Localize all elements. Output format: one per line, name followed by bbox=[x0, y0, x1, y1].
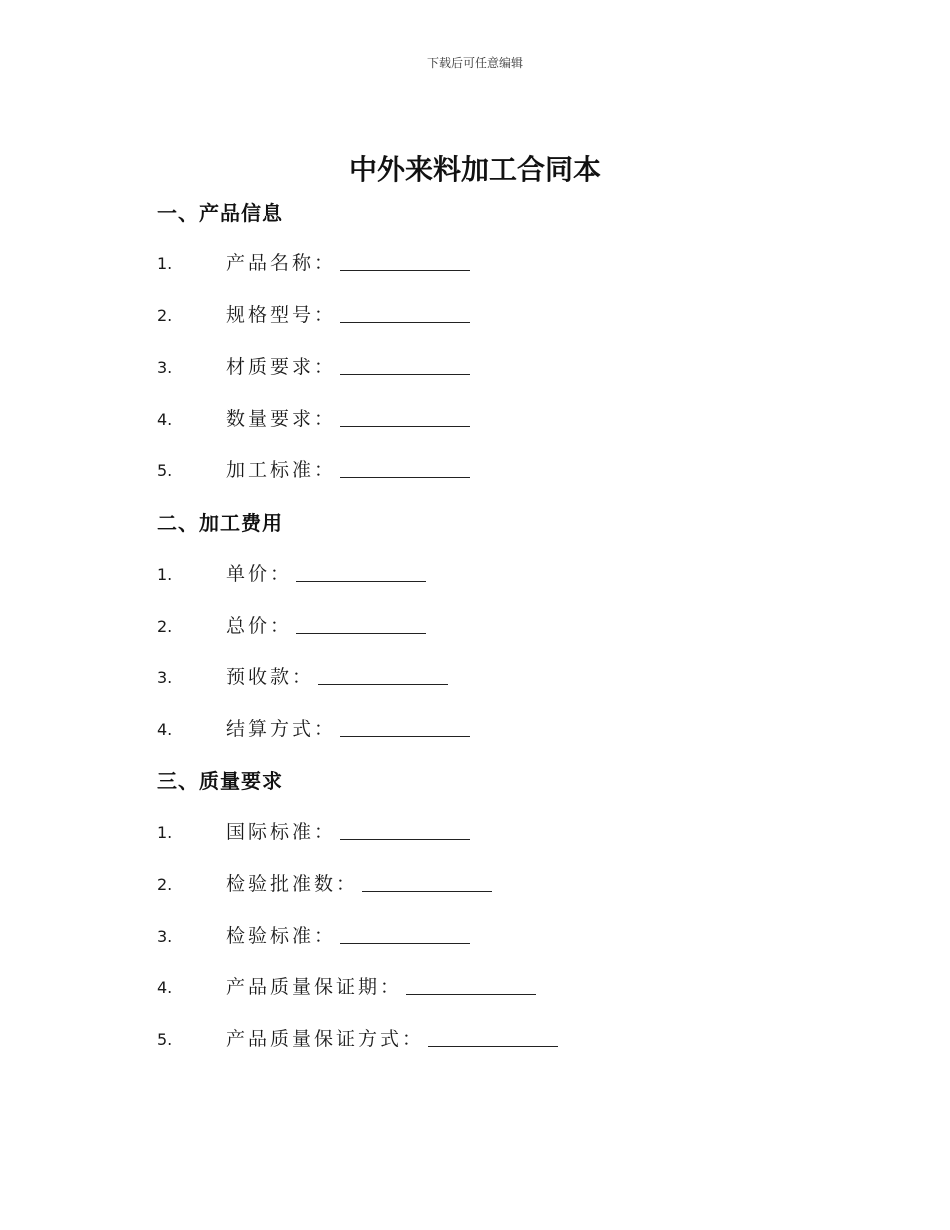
item-number: 4. bbox=[157, 720, 173, 739]
field-label: 规格型号： bbox=[226, 304, 337, 326]
field-label: 加工标准： bbox=[226, 459, 337, 481]
field-quantity-requirement bbox=[157, 405, 470, 431]
item-number: 2. bbox=[157, 875, 173, 894]
fill-in-blank[interactable] bbox=[296, 615, 426, 634]
field-label: 产品质量保证方式： bbox=[226, 1028, 425, 1050]
item-number: 2. bbox=[157, 306, 173, 325]
fill-in-blank[interactable] bbox=[340, 718, 470, 737]
fill-in-blank[interactable] bbox=[318, 666, 448, 685]
fill-in-blank[interactable] bbox=[428, 1028, 558, 1047]
fill-in-blank[interactable] bbox=[340, 459, 470, 478]
field-inspection-approval-count bbox=[157, 870, 492, 896]
field-quality-warranty-period bbox=[157, 973, 536, 999]
field-inspection-standard bbox=[157, 922, 470, 948]
field-label: 材质要求： bbox=[226, 356, 337, 378]
item-number: 3. bbox=[157, 927, 173, 946]
item-number: 1. bbox=[157, 823, 173, 842]
fill-in-blank[interactable] bbox=[340, 304, 470, 323]
fill-in-blank[interactable] bbox=[340, 356, 470, 375]
field-label: 单价： bbox=[226, 563, 293, 585]
field-total-price bbox=[157, 612, 426, 638]
field-material-requirement bbox=[157, 353, 470, 379]
fill-in-blank[interactable] bbox=[362, 873, 492, 892]
item-number: 4. bbox=[157, 978, 173, 997]
item-number: 5. bbox=[157, 1030, 173, 1049]
field-label: 预收款： bbox=[226, 666, 315, 688]
item-number: 3. bbox=[157, 668, 173, 687]
section-heading-product-info: 一、产品信息 bbox=[157, 201, 283, 225]
fill-in-blank[interactable] bbox=[340, 408, 470, 427]
page-header-note: 下载后可任意编辑 bbox=[426, 56, 523, 70]
item-number: 2. bbox=[157, 617, 173, 636]
section-heading-processing-fees: 二、加工费用 bbox=[157, 511, 283, 535]
item-number: 5. bbox=[157, 461, 173, 480]
field-quality-warranty-method bbox=[157, 1025, 558, 1051]
fill-in-blank[interactable] bbox=[296, 563, 426, 582]
field-label: 产品名称： bbox=[226, 252, 337, 274]
field-unit-price bbox=[157, 560, 426, 586]
field-label: 国际标准： bbox=[226, 821, 337, 843]
field-label: 检验批准数： bbox=[226, 873, 359, 895]
field-international-standard bbox=[157, 818, 470, 844]
fill-in-blank[interactable] bbox=[406, 976, 536, 995]
field-settlement-method bbox=[157, 715, 470, 741]
section-heading-quality-requirements: 三、质量要求 bbox=[157, 769, 283, 793]
field-spec-model bbox=[157, 301, 470, 327]
item-number: 1. bbox=[157, 565, 173, 584]
field-advance-payment bbox=[157, 663, 448, 689]
field-label: 检验标准： bbox=[226, 925, 337, 947]
field-label: 结算方式： bbox=[226, 718, 337, 740]
item-number: 1. bbox=[157, 254, 173, 273]
field-label: 总价： bbox=[226, 615, 293, 637]
item-number: 4. bbox=[157, 410, 173, 429]
fill-in-blank[interactable] bbox=[340, 252, 470, 271]
fill-in-blank[interactable] bbox=[340, 821, 470, 840]
field-product-name bbox=[157, 249, 470, 275]
item-number: 3. bbox=[157, 358, 173, 377]
field-processing-standard bbox=[157, 456, 470, 482]
field-label: 产品质量保证期： bbox=[226, 976, 403, 998]
field-label: 数量要求： bbox=[226, 408, 337, 430]
fill-in-blank[interactable] bbox=[340, 925, 470, 944]
document-title: 中外来料加工合同本 bbox=[348, 153, 601, 186]
